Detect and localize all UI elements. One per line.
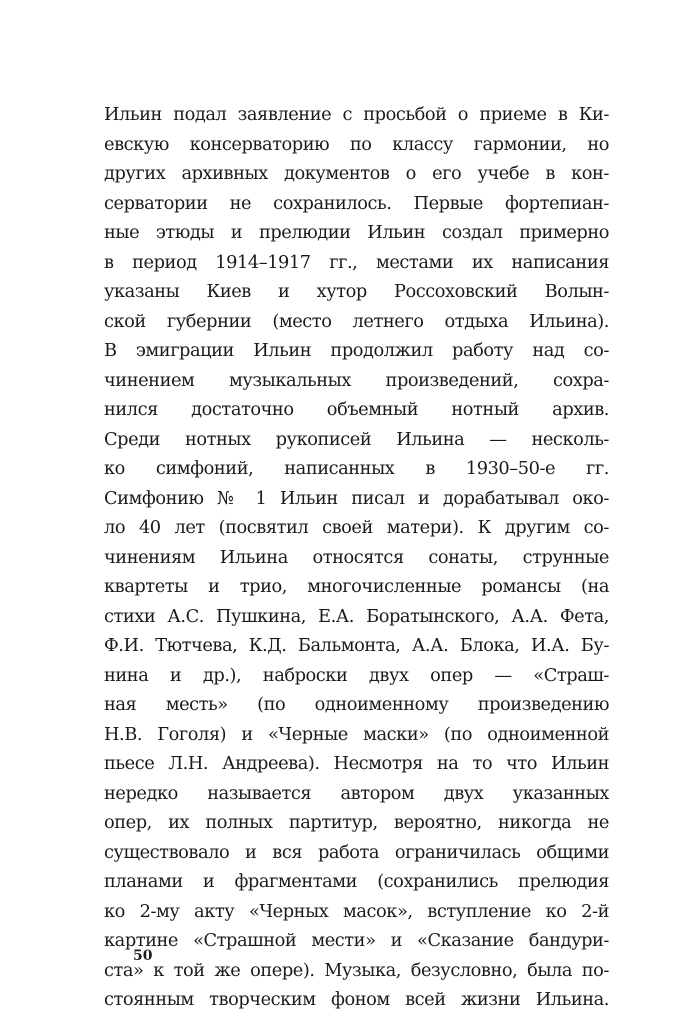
text-line: пьесе Л.Н. Андреева). Несмотря на то что Ильин bbox=[104, 753, 609, 775]
text-line: указаны Киев и хутор Россоховский Волын- bbox=[104, 281, 609, 303]
text-line: В эмиграции Ильин продолжил работу над со- bbox=[104, 340, 609, 362]
text-line: Среди нотных рукописей Ильина — несколь- bbox=[104, 428, 609, 450]
text-line: существовало и вся работа ограничилась общими bbox=[104, 841, 609, 863]
text-line: других архивных документов о его учебе в кон- bbox=[104, 163, 609, 185]
text-line: нина и др.), наброски двух опер — «Страш- bbox=[104, 664, 609, 686]
text-line: ная месть» (по одноименному произведению bbox=[104, 694, 609, 716]
text-line: Симфонию № 1 Ильин писал и дорабатывал око- bbox=[104, 487, 609, 509]
text-line: опер, их полных партитур, вероятно, никогда не bbox=[104, 812, 609, 834]
page-number: 50 bbox=[133, 948, 153, 964]
body-text bbox=[104, 100, 609, 1015]
text-line: серватории не сохранилось. Первые фортепиан- bbox=[104, 192, 609, 214]
text-line: планами и фрагментами (сохранились прелюдия bbox=[104, 871, 609, 893]
text-line: Ильин подал заявление с просьбой о приеме в Ки- bbox=[104, 104, 609, 125]
text-line: в период 1914–1917 гг., местами их написания bbox=[104, 251, 609, 273]
text-line: квартеты и трио, многочисленные романсы (на bbox=[104, 576, 609, 598]
text-line: ской губернии (место летнего отдыха Ильина). bbox=[104, 310, 609, 332]
text-line: нередко называется автором двух указанных bbox=[104, 782, 609, 804]
text-line: ко 2-му акту «Черных масок», вступление ко 2-й bbox=[104, 900, 609, 922]
text-line: евскую консерваторию по классу гармонии, но bbox=[104, 133, 609, 155]
text-line: ста» к той же опере). Музыка, безусловно, была по- bbox=[104, 959, 609, 981]
text-line: ные этюды и прелюдии Ильин создал примерно bbox=[104, 222, 609, 244]
text-line: картине «Страшной мести» и «Сказание бандури- bbox=[104, 930, 609, 952]
text-line: стоянным творческим фоном всей жизни Ильина. bbox=[104, 989, 609, 1011]
text-line: стихи А.С. Пушкина, Е.А. Боратынского, А.А. Фета, bbox=[104, 605, 609, 627]
text-line: чинениям Ильина относятся сонаты, струнные bbox=[104, 546, 609, 568]
text-line: чинением музыкальных произведений, сохра- bbox=[104, 369, 609, 391]
text-line: ло 40 лет (посвятил своей матери). К другим со- bbox=[104, 517, 609, 539]
text-line: ко симфоний, написанных в 1930–50-е гг. bbox=[104, 458, 609, 480]
text-line: Н.В. Гоголя) и «Черные маски» (по одноименной bbox=[104, 723, 609, 745]
text-line: нился достаточно объемный нотный архив. bbox=[104, 399, 609, 421]
text-line: Ф.И. Тютчева, К.Д. Бальмонта, А.А. Блока, И.А. Бу- bbox=[104, 635, 609, 657]
